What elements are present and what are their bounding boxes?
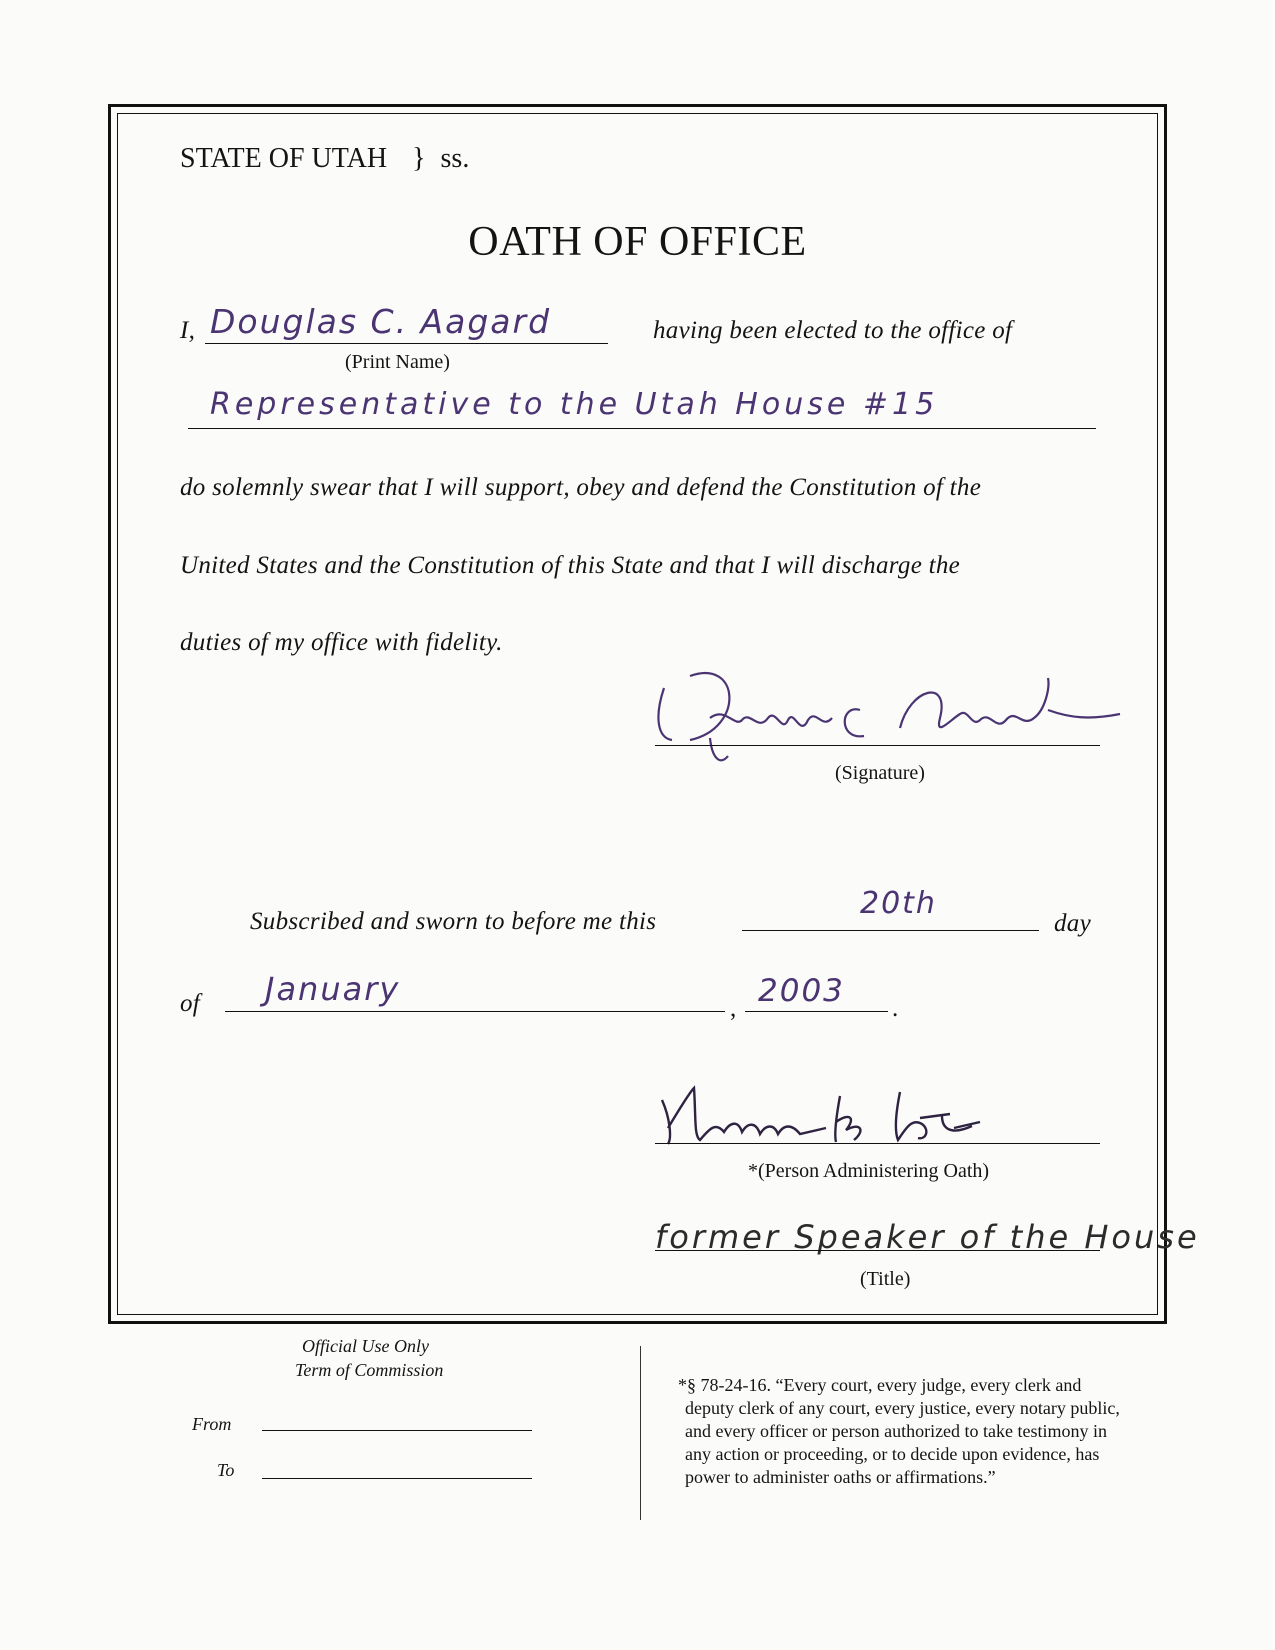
oath-text-line-1: do solemnly swear that I will support, obey and defend the Constitution of the: [180, 474, 982, 501]
oath-text-line-3: duties of my office with fidelity.: [180, 629, 503, 656]
form-title: OATH OF OFFICE: [468, 219, 807, 265]
to-line: [262, 1478, 532, 1479]
title-label: (Title): [860, 1268, 911, 1290]
year-period: .: [892, 995, 899, 1022]
print-name-label: (Print Name): [345, 351, 450, 373]
official-use-label: Official Use Only: [302, 1336, 429, 1356]
comma: ,: [730, 995, 737, 1022]
month-handwritten: January: [265, 970, 401, 1008]
from-label: From: [192, 1414, 232, 1434]
signature-line: [655, 745, 1100, 746]
statute-line-5: power to administer oaths or affirmations.”: [685, 1467, 996, 1487]
brace: }: [412, 143, 426, 174]
title-line: [655, 1250, 1100, 1251]
having-been-elected-text: having been elected to the office of: [653, 317, 1013, 344]
administrator-signature-line: [655, 1143, 1100, 1144]
signature-label: (Signature): [835, 762, 925, 784]
year-line: [745, 1011, 888, 1012]
office-line: [188, 428, 1096, 429]
term-of-commission-label: Term of Commission: [295, 1360, 444, 1380]
year-handwritten: 2003: [758, 973, 845, 1009]
statute-line-1: *§ 78-24-16. “Every court, every judge, every clerk and: [678, 1375, 1082, 1395]
day-line: [742, 930, 1039, 931]
of-label: of: [180, 990, 201, 1017]
statute-line-4: any action or proceeding, or to decide upon evidence, has: [685, 1444, 1100, 1464]
statute-line-3: and every officer or person authorized to take testimony in: [685, 1421, 1108, 1441]
administrator-label: *(Person Administering Oath): [748, 1160, 990, 1182]
footer-divider: [640, 1346, 641, 1520]
administrator-signature-mark: [650, 1078, 1010, 1148]
ss-abbreviation: ss.: [440, 143, 470, 174]
printed-name-handwritten: Douglas C. Aagard: [210, 302, 552, 341]
month-line: [225, 1011, 725, 1012]
day-handwritten: 20th: [860, 886, 937, 921]
day-label: day: [1054, 910, 1091, 937]
office-handwritten: Representative to the Utah House #15: [210, 387, 939, 422]
signature-mark: [650, 648, 1130, 778]
from-line: [262, 1430, 532, 1431]
print-name-line: [205, 343, 608, 344]
oath-text-line-2: United States and the Constitution of this State and that I will discharge the: [180, 552, 961, 579]
statute-line-2: deputy clerk of any court, every justice, every notary public,: [685, 1398, 1120, 1418]
statute-block: [678, 1374, 1120, 1489]
subscribed-sworn-text: Subscribed and sworn to before me this: [250, 908, 657, 935]
title-handwritten: former Speaker of the House: [655, 1218, 1200, 1256]
state-heading: [180, 143, 469, 175]
to-label: To: [217, 1460, 235, 1480]
state-name: STATE OF UTAH: [180, 143, 388, 174]
i-label: I,: [180, 317, 196, 344]
